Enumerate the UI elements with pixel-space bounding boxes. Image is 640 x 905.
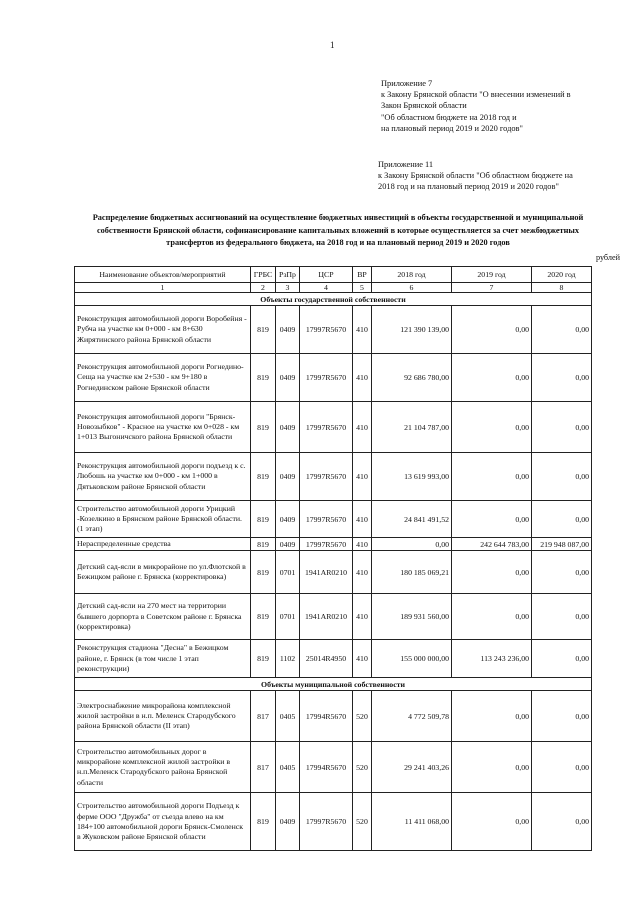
amount-2020: 0,00 [532,640,592,678]
col-number: 4 [300,283,353,293]
table-row [75,594,592,640]
grbs-code: 819 [251,594,276,640]
rzpr-code: 0701 [276,594,300,640]
csr-code: 17994R5670 [300,742,353,793]
col-number: 3 [276,283,300,293]
title-line: трансфертов из федерального бюджета, на 2018 год и на плановый период 2019 и 2020 годов [166,238,510,247]
amount-2019: 0,00 [452,594,532,640]
object-name: Строительство автомобильной дороги Подъезд к ферме ООО "Дружба" от съезда влево на км 184+100 автомобильной дороги Брянск-Смоленск в Жуковском районе Брянской области [75,793,251,851]
appendix-7-line: Закон Брянской области [381,101,467,111]
vr-code: 410 [353,551,372,594]
appendix-7-header [381,78,611,134]
page-number: 1 [330,40,335,50]
table-row [75,551,592,594]
vr-code: 410 [353,594,372,640]
amount-2020: 0,00 [532,402,592,453]
amount-2020: 0,00 [532,551,592,594]
budget-table [74,266,592,851]
amount-2020: 0,00 [532,354,592,402]
object-name: Реконструкция автомобильной дороги подъезд к с. Любошь на участке км 0+000 - км 1+000 в Дятьковском районе Брянской области [75,453,251,501]
header-2019: 2019 год [452,267,532,283]
amount-2020: 0,00 [532,453,592,501]
amount-2019: 0,00 [452,354,532,402]
amount-2019: 0,00 [452,793,532,851]
header-vr: ВР [353,267,372,283]
amount-2019: 0,00 [452,501,532,538]
appendix-11-line: к Закону Брянской области "Об областном бюджете на [378,171,573,181]
table-row [75,793,592,851]
section-title: Объекты государственной собственности [75,293,592,306]
appendix-7-line: на плановый период 2019 и 2020 годов" [381,123,523,133]
amount-2020: 0,00 [532,742,592,793]
amount-2018: 189 931 560,00 [372,594,452,640]
amount-2019: 0,00 [452,402,532,453]
section-row-state [75,293,592,306]
csr-code: 17994R5670 [300,691,353,742]
amount-2019: 0,00 [452,551,532,594]
vr-code: 410 [353,538,372,551]
csr-code: 17997R5670 [300,538,353,551]
grbs-code: 819 [251,354,276,402]
table-row [75,402,592,453]
appendix-11-line: 2018 год и на плановый период 2019 и 2020 годов" [378,182,559,192]
amount-2020: 219 948 087,00 [532,538,592,551]
vr-code: 410 [353,402,372,453]
object-name: Реконструкция автомобильной дороги Воробейня - Рубча на участке км 0+000 - км 8+630 Жирятинского района Брянской области [75,306,251,354]
grbs-code: 819 [251,501,276,538]
header-grbs: ГРБС [251,267,276,283]
header-rzpr: РзПр [276,267,300,283]
vr-code: 410 [353,354,372,402]
amount-2018: 180 185 069,21 [372,551,452,594]
amount-2019: 0,00 [452,691,532,742]
appendix-7-line: "Об областном бюджете на 2018 год и [381,112,517,122]
rzpr-code: 0409 [276,453,300,501]
object-name: Реконструкция автомобильной дороги "Брянск-Новозыбков" - Красное на участке км 0+028 - км 1+013 Выгоничского района Брянской области [75,402,251,453]
amount-2019: 113 243 236,00 [452,640,532,678]
appendix-11-line: Приложение 11 [378,160,434,169]
rzpr-code: 0409 [276,306,300,354]
grbs-code: 819 [251,640,276,678]
header-2018: 2018 год [372,267,452,283]
col-number: 6 [372,283,452,293]
amount-2018: 155 000 000,00 [372,640,452,678]
object-name: Строительство автомобильных дорог в микрорайоне комплексной жилой застройки в н.п.Меленск Стародубского района Брянской области [75,742,251,793]
amount-2018: 13 619 993,00 [372,453,452,501]
grbs-code: 819 [251,793,276,851]
header-csr: ЦСР [300,267,353,283]
amount-2018: 24 841 491,52 [372,501,452,538]
column-numbers-row [75,283,592,293]
header-name: Наименование объектов/мероприятий [75,267,251,283]
vr-code: 410 [353,501,372,538]
rzpr-code: 0409 [276,354,300,402]
vr-code: 410 [353,453,372,501]
rzpr-code: 1102 [276,640,300,678]
table-row [75,354,592,402]
rzpr-code: 0409 [276,538,300,551]
object-name: Детский сад-ясли в микрорайоне по ул.Флотской в Бежицком районе г. Брянска (корректировка) [75,551,251,594]
units-label: рублей [595,253,620,262]
csr-code: 1941AR0210 [300,594,353,640]
csr-code: 17997R5670 [300,453,353,501]
rzpr-code: 0405 [276,742,300,793]
amount-2018: 11 411 068,00 [372,793,452,851]
vr-code: 410 [353,306,372,354]
amount-2020: 0,00 [532,501,592,538]
amount-2019: 0,00 [452,742,532,793]
object-name: Детский сад-ясли на 270 мест на территории бывшего дорпорта в Советском районе г. Брянска (корректировка) [75,594,251,640]
rzpr-code: 0409 [276,793,300,851]
amount-2020: 0,00 [532,306,592,354]
col-number: 7 [452,283,532,293]
vr-code: 520 [353,793,372,851]
document-title [58,212,618,250]
rzpr-code: 0409 [276,402,300,453]
grbs-code: 819 [251,306,276,354]
table-row [75,742,592,793]
amount-2020: 0,00 [532,594,592,640]
csr-code: 25014R4950 [300,640,353,678]
grbs-code: 819 [251,538,276,551]
amount-2018: 21 104 787,00 [372,402,452,453]
table-row [75,453,592,501]
col-number: 5 [353,283,372,293]
rzpr-code: 0701 [276,551,300,594]
vr-code: 520 [353,691,372,742]
object-name: Реконструкция автомобильной дороги Рогнедино-Сеща на участке км 2+530 - км 9+180 в Рогнединском районе Брянской области [75,354,251,402]
amount-2018: 4 772 509,78 [372,691,452,742]
table-row [75,306,592,354]
csr-code: 17997R5670 [300,306,353,354]
object-name: Реконструкция стадиона "Десна" в Бежицком районе, г. Брянск (в том числе 1 этап реконструкции) [75,640,251,678]
appendix-7-line: Приложение 7 [381,79,433,88]
table-row [75,538,592,551]
amount-2019: 242 644 783,00 [452,538,532,551]
object-name: Нераспределенные средства [75,538,251,551]
table-row [75,501,592,538]
table-row [75,691,592,742]
amount-2020: 0,00 [532,691,592,742]
amount-2019: 0,00 [452,306,532,354]
csr-code: 17997R5670 [300,402,353,453]
col-number: 1 [75,283,251,293]
grbs-code: 817 [251,691,276,742]
amount-2019: 0,00 [452,453,532,501]
csr-code: 17997R5670 [300,501,353,538]
vr-code: 410 [353,640,372,678]
appendix-7-line: к Закону Брянской области "О внесении изменений в [381,90,571,100]
rzpr-code: 0405 [276,691,300,742]
grbs-code: 819 [251,453,276,501]
title-line: собственности Брянской области, софинансирование капитальных вложений в которые осуществляется за счет межбюджетных [96,225,580,235]
csr-code: 17997R5670 [300,354,353,402]
col-number: 2 [251,283,276,293]
grbs-code: 819 [251,402,276,453]
amount-2018: 0,00 [372,538,452,551]
col-number: 8 [532,283,592,293]
header-2020: 2020 год [532,267,592,283]
section-title: Объекты муниципальной собственности [75,678,592,691]
table-header-row [75,267,592,283]
object-name: Строительство автомобильной дороги Урицкий -Козелкино в Брянском районе Брянской области. (1 этап) [75,501,251,538]
amount-2018: 92 686 780,00 [372,354,452,402]
section-row-municipal [75,678,592,691]
grbs-code: 819 [251,551,276,594]
title-line: Распределение бюджетных ассигнований на осуществление бюджетных инвестиций в объекты государственной и муниципальной [92,213,584,222]
vr-code: 520 [353,742,372,793]
csr-code: 1941AR0210 [300,551,353,594]
grbs-code: 817 [251,742,276,793]
table-row [75,640,592,678]
amount-2018: 121 390 139,00 [372,306,452,354]
amount-2020: 0,00 [532,793,592,851]
csr-code: 17997R5670 [300,793,353,851]
rzpr-code: 0409 [276,501,300,538]
amount-2018: 29 241 403,26 [372,742,452,793]
object-name: Электроснабжение микрорайона комплексной жилой застройки в н.п. Меленск Стародубского района Брянской области (II этап) [75,691,251,742]
appendix-11-header [378,159,618,193]
